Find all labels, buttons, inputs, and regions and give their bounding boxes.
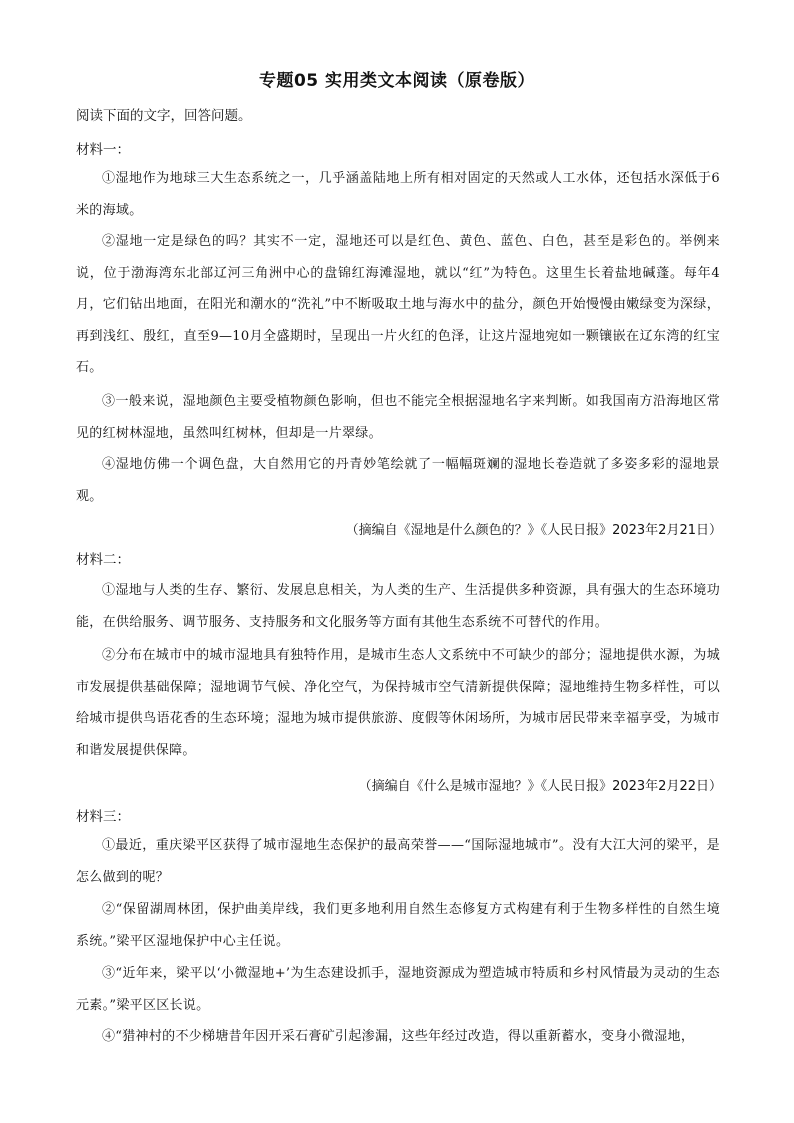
material-1-paragraph: ③一般来说，湿地颜色主要受植物颜色影响，但也不能完全根据湿地名字来判断。如我国南方沿海地区常见的红树林湿地，虽然叫红树林，但却是一片翠绿。 [76,394,720,441]
material-2-paragraph: ①湿地与人类的生存、繁衍、发展息息相关，为人类的生产、生活提供多种资源，具有强大的生态环境功能，在供给服务、调节服务、支持服务和文化服务等方面有其他生态系统不可替代的作用。 [76,583,720,630]
material-1-paragraph: ①湿地作为地球三大生态系统之一，几乎涵盖陆地上所有相对固定的天然或人工水体，还包括水深低于6米的海域。 [76,171,720,218]
material-3-paragraph: ④“猎神村的不少梯塘昔年因开采石膏矿引起渗漏，这些年经过改造，得以重新蓄水，变身小微湿地， [102,1029,695,1044]
material-1-paragraph: ②湿地一定是绿色的吗？其实不一定，湿地还可以是红色、黄色、蓝色、白色，甚至是彩色的。举例来说，位于渤海湾东北部辽河三角洲中心的盘锦红海滩湿地，就以“红”为特色。这里生长着盐地碱蓬。每年4月，它们钻出地面，在阳光和潮水的“洗礼”中不断吸取土地与海水中的盐分，颜色开始慢慢由嫩绿变为深绿，再到浅红、殷红，直至9—10月全盛期时，呈现出一片火红的色泽，让这片湿地宛如一颗镶嵌在辽东湾的红宝石。 [76,234,720,375]
material-3-paragraph: ③“近年来，梁平以‘小微湿地+’为生态建设抓手，湿地资源成为塑造城市特质和乡村风情最为灵动的生态元素。”梁平区区长说。 [76,966,720,1013]
material-3-label: 材料三： [76,809,130,825]
material-3-paragraph: ②“保留湖周林团，保护曲美岸线，我们更多地利用自然生态修复方式构建有利于生物多样性的自然生境系统。”梁平区湿地保护中心主任说。 [76,902,720,949]
material-3-paragraph: ①最近，重庆梁平区获得了城市湿地生态保护的最高荣誉——“国际湿地城市”。没有大江大河的梁平，是怎么做到的呢？ [76,838,720,885]
material-2-source: （摘编自《什么是城市湿地？》《人民日报》2023年2月22日） [358,779,722,794]
material-1-label: 材料一： [76,142,130,158]
page-title: 专题05 实用类文本阅读（原卷版） [258,71,536,91]
material-2-label: 材料二： [76,552,130,568]
intro-instruction: 阅读下面的文字，回答问题。 [76,108,252,124]
material-1-source: （摘编自《湿地是什么颜色的？》《人民日报》2023年2月21日） [345,523,722,538]
material-1-paragraph: ④湿地仿佛一个调色盘，大自然用它的丹青妙笔绘就了一幅幅斑斓的湿地长卷造就了多姿多彩的湿地景观。 [76,457,720,504]
material-2-paragraph: ②分布在城市中的城市湿地具有独特作用，是城市生态人文系统中不可缺少的部分；湿地提供水源，为城市发展提供基础保障；湿地调节气候、净化空气，为保持城市空气清新提供保障；湿地维持生物多样性，可以给城市提供鸟语花香的生态环境；湿地为城市提供旅游、度假等休闲场所，为城市居民带来幸福享受，为城市和谐发展提供保障。 [76,648,720,758]
